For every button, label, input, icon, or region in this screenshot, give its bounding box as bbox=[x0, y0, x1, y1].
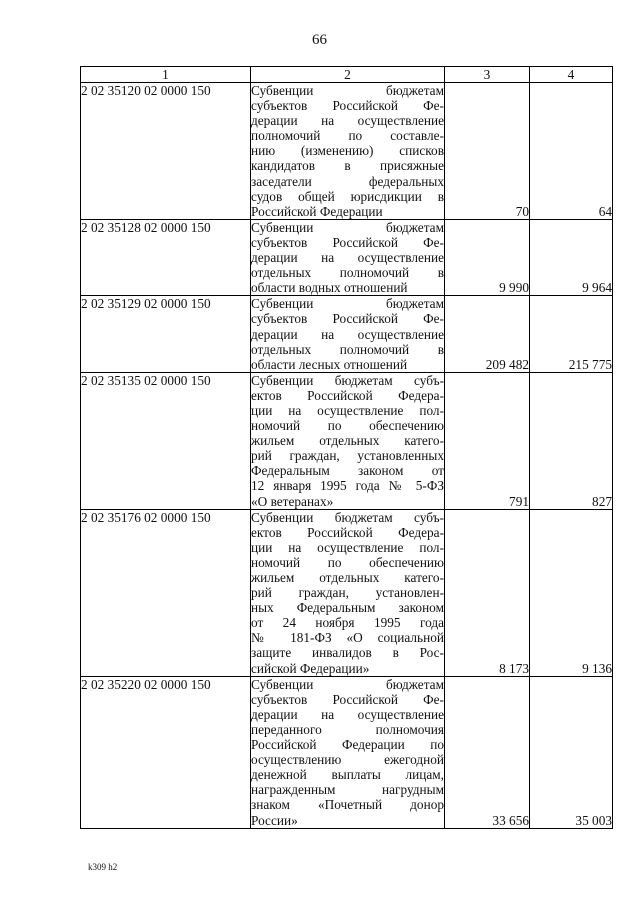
header-col-2: 2 bbox=[251, 67, 445, 83]
description-line: субъектов Российской Фе- bbox=[251, 691, 444, 707]
description-line: ектов Российской Федера- bbox=[251, 524, 444, 540]
page-number: 66 bbox=[312, 32, 327, 48]
description-line: ных Федеральным законом bbox=[251, 600, 444, 616]
description-line: области водных отношений bbox=[251, 280, 408, 296]
description-line: отдельных полномочий в bbox=[251, 265, 444, 281]
table-row bbox=[81, 509, 613, 676]
description-line: номочий по обеспечению bbox=[251, 554, 444, 570]
table-row bbox=[81, 83, 613, 220]
description-line: рий граждан, установленных bbox=[251, 448, 444, 464]
table-row bbox=[81, 219, 613, 295]
description-line: ектов Российской Федера- bbox=[251, 387, 444, 403]
description bbox=[251, 83, 445, 220]
header-col-4: 4 bbox=[530, 67, 613, 83]
budget-code: 2 02 35120 02 0000 150 bbox=[81, 83, 251, 220]
description-line: нию (изменению) списков bbox=[251, 143, 444, 159]
description bbox=[251, 676, 445, 828]
budget-code: 2 02 35135 02 0000 150 bbox=[81, 372, 251, 509]
description-line: Российской Федерации bbox=[251, 203, 383, 219]
amount-col-3: 33 656 bbox=[445, 676, 530, 828]
budget-table bbox=[80, 66, 613, 829]
description bbox=[251, 296, 445, 372]
description-line: Субвенции бюджетам bbox=[251, 296, 444, 312]
description-line: жильем отдельных катего- bbox=[251, 433, 444, 449]
amount-col-4: 827 bbox=[530, 372, 613, 509]
description-line: знаком «Почетный донор bbox=[251, 797, 444, 813]
description-line: переданного полномочия bbox=[251, 721, 444, 737]
description bbox=[251, 372, 445, 509]
budget-code: 2 02 35220 02 0000 150 bbox=[81, 676, 251, 828]
description-line: Субвенции бюджетам субъ- bbox=[251, 509, 444, 525]
description-line: Российской Федерации по bbox=[251, 737, 444, 753]
description-line: субъектов Российской Фе- bbox=[251, 98, 444, 114]
description bbox=[251, 219, 445, 295]
description-line: Субвенции бюджетам субъ- bbox=[251, 372, 444, 388]
description-line: субъектов Российской Фе- bbox=[251, 234, 444, 250]
amount-col-3: 70 bbox=[445, 83, 530, 220]
budget-code: 2 02 35129 02 0000 150 bbox=[81, 296, 251, 372]
budget-code: 2 02 35176 02 0000 150 bbox=[81, 509, 251, 676]
description-line: кандидатов в присяжные bbox=[251, 158, 444, 174]
amount-col-4: 9 136 bbox=[530, 509, 613, 676]
description-line: субъектов Российской Фе- bbox=[251, 311, 444, 327]
amount-col-4: 215 775 bbox=[530, 296, 613, 372]
description-line: от 24 ноября 1995 года bbox=[251, 615, 444, 631]
amount-col-3: 8 173 bbox=[445, 509, 530, 676]
description-line: награжденным нагрудным bbox=[251, 782, 444, 798]
budget-code: 2 02 35128 02 0000 150 bbox=[81, 219, 251, 295]
header-col-3: 3 bbox=[445, 67, 530, 83]
description-line: 12 января 1995 года № 5-ФЗ bbox=[251, 478, 444, 494]
description-line: области лесных отношений bbox=[251, 356, 408, 372]
description-line: полномочий по составле- bbox=[251, 128, 444, 144]
description-line: дерации на осуществление bbox=[251, 250, 444, 266]
header-col-1: 1 bbox=[81, 67, 251, 83]
description-line: дерации на осуществление bbox=[251, 113, 444, 129]
description-line: «О ветеранах» bbox=[251, 493, 334, 509]
header-row bbox=[81, 67, 613, 83]
description-line: жильем отдельных катего- bbox=[251, 570, 444, 585]
description-line: ции на осуществление пол- bbox=[251, 539, 444, 555]
table-row bbox=[81, 676, 613, 828]
table-row bbox=[81, 296, 613, 372]
description-line: Субвенции бюджетам bbox=[251, 83, 444, 98]
amount-col-4: 35 003 bbox=[530, 676, 613, 828]
amount-col-3: 791 bbox=[445, 372, 530, 509]
description-line: дерации на осуществление bbox=[251, 706, 444, 722]
amount-col-3: 9 990 bbox=[445, 219, 530, 295]
description-line: Субвенции бюджетам bbox=[251, 676, 444, 692]
table-row bbox=[81, 372, 613, 509]
amount-col-4: 9 964 bbox=[530, 219, 613, 295]
description-line: защите инвалидов в Рос- bbox=[251, 645, 444, 661]
description bbox=[251, 509, 445, 676]
description-line: отдельных полномочий в bbox=[251, 341, 444, 357]
description-line: рий граждан, установлен- bbox=[251, 585, 444, 601]
description-line: судов общей юрисдикции в bbox=[251, 188, 444, 204]
description-line: ции на осуществление пол- bbox=[251, 402, 444, 418]
description-line: денежной выплаты лицам, bbox=[251, 767, 444, 783]
description-line: Федеральным законом от bbox=[251, 463, 444, 479]
description-line: Субвенции бюджетам bbox=[251, 219, 444, 235]
description-line: сийской Федерации» bbox=[251, 660, 370, 676]
description-line: № 181-ФЗ «О социальной bbox=[251, 630, 444, 646]
description-line: номочий по обеспечению bbox=[251, 418, 444, 434]
amount-col-3: 209 482 bbox=[445, 296, 530, 372]
footer-code: k309 h2 bbox=[88, 862, 118, 872]
amount-col-4: 64 bbox=[530, 83, 613, 220]
table-body bbox=[81, 83, 613, 829]
description-line: России» bbox=[251, 812, 298, 828]
description-line: дерации на осуществление bbox=[251, 326, 444, 342]
description-line: заседатели федеральных bbox=[251, 173, 444, 189]
description-line: осуществлению ежегодной bbox=[251, 752, 444, 768]
